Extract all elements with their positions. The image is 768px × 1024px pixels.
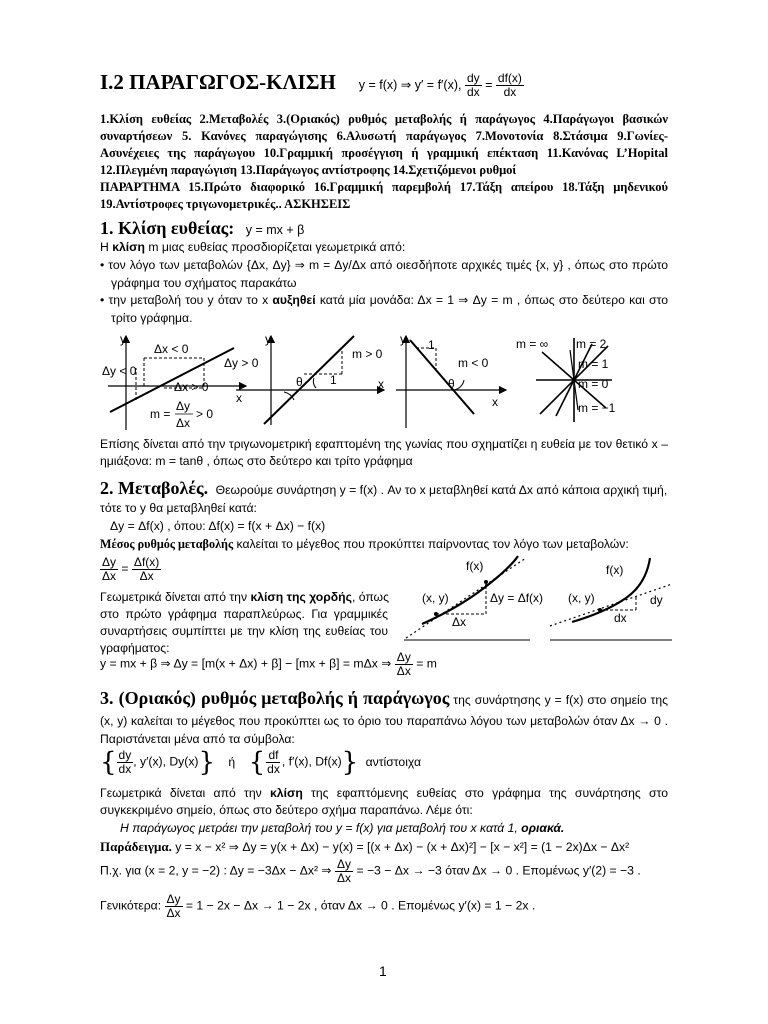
graph-d: [516, 337, 616, 422]
axis-y-label: y: [120, 332, 126, 346]
label-dx-neg: Δx < 0: [154, 342, 189, 356]
section-3-heading-row: 3. (Οριακός) ρυθμός μεταβολής ή παράγωγος της συνάρτησης y = f(x) στο σημείο της: [100, 688, 668, 708]
label-m-neg1: m = −1: [578, 401, 616, 415]
section-1-after-1: Επίσης δίνεται από την τριγωνομετρική εφαπτομένη της γωνίας που σχηματίζει η ευθεία με τον θετικό x –: [100, 437, 668, 451]
label-theta: θ: [296, 375, 303, 389]
label-theta: θ: [448, 377, 455, 391]
section-title: Ι.2 ΠΑΡΑΓΩΓΟΣ-ΚΛΙΣΗ: [100, 70, 336, 94]
axis-x-label: x: [378, 377, 384, 391]
section-2-geo-3: συναρτήσεις συμπίπτει με την κλίση της ευθείας του: [100, 624, 388, 638]
section-1-intro: Η κλίση m μιας ευθείας προσδιορίζεται γεωμετρικά από:: [100, 240, 406, 254]
label-dy-neg: Δy < 0: [102, 364, 137, 378]
section-2-geo-2: στο πρώτο γράφημα παραπλεύρως. Για γραμμικές: [100, 607, 388, 621]
label-dy-eq: Δy = Δf(x): [490, 591, 544, 605]
label-dx: Δx: [452, 615, 467, 629]
toc-line: συναρτήσεων 5. Κανόνες παραγώγισης 6.Αλυσωτή παράγωγος 7.Μονοτονία 8.Στάσιμα 9.Γωνίες-: [100, 129, 668, 143]
chord-graph: [404, 556, 543, 640]
section-3-italic: Η παράγωγος μετράει την μεταβολή του y = f(x) για μεταβολή του x κατά 1, οριακά.: [120, 821, 565, 835]
section-2-heading-row: 2. Μεταβολές. Θεωρούμε συνάρτηση y = f(x) . Αν το x μεταβληθεί κατά Δx από κάποια αρχική τιμή,: [100, 478, 668, 498]
section-3-line-2: (x, y) καλείται το μέγεθος που προκύπτει ως το όριο του παραπάνω λόγου των μεταβολών όταν Δx → 0 .: [100, 714, 668, 728]
section-2-mean-rate: Μέσος ρυθμός μεταβολής καλείται το μέγεθος που προκύπτει παίρνοντας τον λόγο των μεταβολών:: [100, 537, 629, 551]
page-number: 1: [379, 963, 387, 979]
axis-y-label: y: [265, 332, 271, 346]
toc-line: 1.Κλίση ευθείας 2.Μεταβολές 3.(Οριακός) ρυθμός μεταβολής ή παράγωγος 4.Παράγωγοι βασικών: [100, 112, 668, 126]
section-2-linear: y = mx + β ⇒ Δy = [m(x + Δx) + β] − [mx + β] = mΔx ⇒ $\frac{\Delta y}{\Delta x}$ = m: [100, 650, 437, 678]
slope-figure: [96, 330, 676, 435]
toc-line: 12.Πλεγμένη παραγώγιση 13.Παράγωγος αντίστροφης 14.Σχετιζόμενοι ρυθμοί: [100, 163, 517, 177]
section-3-geo-2: συγκεκριμένο σημείο, όπως στο δεύτερο σχήμα παραπάνω. Λέμε ότι:: [100, 803, 473, 817]
label-one: 1: [428, 338, 435, 352]
section-2-geo-4: γραφήματος:: [100, 641, 170, 655]
axis-x-label: x: [236, 391, 242, 405]
title-fraction-2: $\frac{df(x)}{dx}$: [497, 71, 522, 100]
section-3-line-3: Παριστάνεται μένα από τα σύμβολα:: [100, 732, 295, 746]
graph-a: [102, 332, 246, 430]
label-m-neg: m < 0: [458, 356, 489, 370]
table-of-contents: [100, 111, 668, 213]
axis-x-label: x: [492, 395, 498, 409]
section-2-intro-2: τότε το y θα μεταβληθεί κατά:: [100, 501, 257, 515]
label-dx: dx: [614, 611, 627, 625]
label-m-1: m = 1: [578, 357, 609, 371]
bullet-2-cont: τρίτο γράφημα.: [111, 311, 193, 325]
bullet-1: • τον λόγο των μεταβολών {Δx, Δy} ⇒ m = Δy/Δx από οιεσδήποτε αρχικές τιμές {x, y} , όπως στο πρώτο: [100, 258, 668, 272]
derivative-symbols: { $\frac{dy}{dx}$ , y′(x), Dy(x)} ή { $\frac{df}{dx}$ , f′(x), Df(x)} αντίστοιχα: [100, 747, 422, 778]
graph-c: [396, 332, 506, 428]
section-3-geo-1: Γεωμετρικά δίνεται από την κλίση της εφαπτόμενης ευθείας στο γράφημα της συνάρτησης στο: [100, 786, 668, 800]
section-2-formula: Δy = Δf(x) , όπου: Δf(x) = f(x + Δx) − f(x): [110, 519, 326, 533]
title-formula: y = f(x) ⇒ y′ = f′(x),: [358, 78, 462, 92]
frac-den: Δx: [176, 416, 191, 430]
label-dy-pos: Δy > 0: [224, 356, 259, 370]
frac-num: Δy: [176, 399, 191, 413]
example-line: Παράδειγμα. y = x − x² ⇒ Δy = y(x + Δx) − y(x) = [(x + Δx) − (x + Δx)²] − [x − x²] = (1 − 2x)Δx − Δx²: [100, 839, 630, 854]
chord-tangent-figure: [400, 552, 676, 644]
tangent-graph: [550, 558, 672, 640]
label-m-2: m = 2: [576, 337, 607, 351]
label-gt0: > 0: [196, 407, 214, 421]
section-1-heading: 1. Κλίση ευθείας: y = mx + β: [100, 218, 305, 238]
label-m-eq: m =: [150, 407, 171, 421]
label-m-0: m = 0: [578, 377, 609, 391]
section-2-ratio: $\frac{\Delta y}{\Delta x}$ = $\frac{\Delta f(x)}{\Delta x}$: [102, 555, 160, 583]
section-2-geo-1: Γεωμετρικά δίνεται από την κλίση της χορδής, όπως: [100, 590, 389, 604]
label-dx-pos: Δx > 0: [174, 380, 209, 394]
label-fx: f(x): [466, 559, 484, 573]
bullet-1-cont: γράφημα του σχήματος παρακάτω: [111, 276, 297, 290]
label-xy: (x, y): [422, 591, 449, 605]
section-2-heading: 2. Μεταβολές.: [100, 478, 209, 498]
section-1-after-2: ημιάξονα: m = tanθ , όπως στο δεύτερο και τρίτο γράφημα: [100, 454, 413, 468]
toc-line: 19.Αντίστροφες τριγωνομετρικές.. ΑΣΚΗΣΕΙΣ: [100, 197, 351, 211]
axis-y-label: y: [400, 332, 406, 346]
graph-b: [224, 332, 384, 425]
label-m-inf: m = ∞: [516, 337, 549, 351]
label-dy: dy: [650, 593, 663, 607]
label-one: 1: [330, 373, 337, 387]
bullet-2: • την μεταβολή του y όταν το x αυξηθεί κατά μία μονάδα: Δx = 1 ⇒ Δy = m , όπως στο δεύτερο και στο: [100, 293, 668, 307]
example-specific: Π.χ. για (x = 2, y = −2) : Δy = −3Δx − Δx² ⇒ $\frac{\Delta y}{\Delta x}$ = −3 − Δx → −3 όταν Δx → 0 . Επομένως y′(2) = −3 .: [100, 857, 641, 885]
example-general: Γενικότερα: $\frac{\Delta y}{\Delta x}$ = 1 − 2x − Δx → 1 − 2x , όταν Δx → 0 . Επομένως y′(x) = 1 − 2x .: [100, 892, 536, 920]
label-fx: f(x): [606, 563, 624, 577]
title-fraction-1: $\frac{dy}{dx}$: [466, 71, 480, 100]
label-m-pos: m > 0: [352, 347, 383, 361]
toc-line: ΠΑΡΑΡΤΗΜΑ 15.Πρώτο διαφορικό 16.Γραμμική παρεμβολή 17.Τάξη απείρου 18.Τάξη μηδενικού: [100, 180, 668, 194]
title-row: Ι.2 ΠΑΡΑΓΩΓΟΣ-ΚΛΙΣΗ y = f(x) ⇒ y′ = f′(x), $\frac{dy}{dx}$ = $\frac{df(x)}{dx}$: [100, 70, 522, 100]
toc-line: Ασυνέχειες της παράγωγου 10.Γραμμική προσέγγιση ή γραμμική επέκταση 11.Κανόνας L’Hopital: [100, 146, 668, 160]
label-xy: (x, y): [568, 591, 595, 605]
section-3-heading: 3. (Οριακός) ρυθμός μεταβολής ή παράγωγος: [100, 688, 450, 708]
